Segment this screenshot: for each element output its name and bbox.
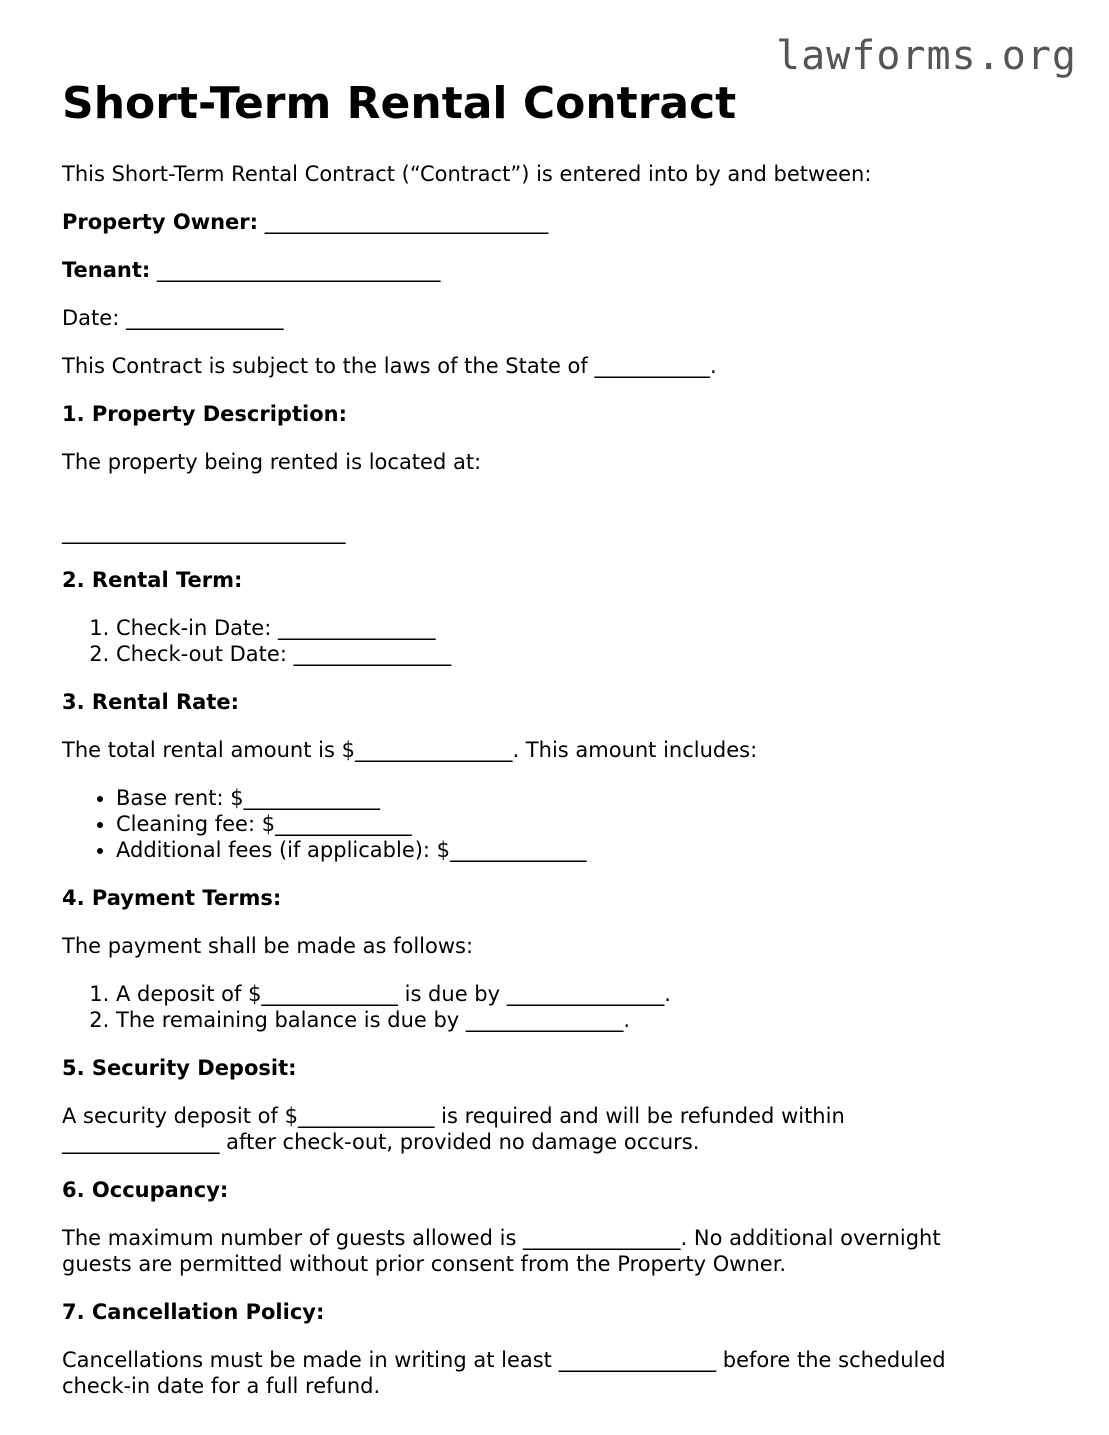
section-5-line-2: _______________ after check-out, provided no damage occurs.	[62, 1130, 700, 1155]
list-item: 1. Check-in Date: _______________	[116, 615, 1052, 641]
list-item: • Additional fees (if applicable): $_____________	[116, 837, 1052, 863]
section-2-heading: 2. Rental Term:	[62, 568, 243, 593]
section-6-line-2: guests are permitted without prior consent from the Property Owner.	[62, 1252, 787, 1277]
section-4-heading: 4. Payment Terms:	[62, 886, 282, 911]
tenant-line	[62, 257, 1052, 283]
section-6-line-1: The maximum number of guests allowed is _______________. No additional overnight	[62, 1226, 941, 1251]
section-6-heading: 6. Occupancy:	[62, 1178, 229, 1203]
list-item: 2. The remaining balance is due by _______________.	[116, 1007, 1052, 1033]
section-3-text: The total rental amount is $_______________. This amount includes:	[62, 738, 758, 763]
property-owner-blank: ___________________________	[258, 210, 549, 235]
section-3-heading: 3. Rental Rate:	[62, 690, 240, 715]
section-7-line-2: check-in date for a full refund.	[62, 1374, 381, 1399]
property-owner-line	[62, 209, 1052, 235]
document-page	[62, 80, 1052, 1399]
tenant-blank: ___________________________	[150, 258, 441, 283]
section-5-line-1: A security deposit of $_____________ is required and will be refunded within	[62, 1104, 845, 1129]
list-item: • Cleaning fee: $_____________	[116, 811, 1052, 837]
rental-rate-list	[62, 785, 1052, 863]
list-item: 2. Check-out Date: _______________	[116, 641, 1052, 667]
property-owner-label: Property Owner:	[62, 210, 259, 235]
list-item: 1. A deposit of $_____________ is due by _______________.	[116, 981, 1052, 1007]
property-address-blank: ___________________________	[62, 520, 346, 545]
section-4-text: The payment shall be made as follows:	[62, 934, 474, 959]
rental-term-list	[62, 615, 1052, 667]
section-7-line-1: Cancellations must be made in writing at least _______________ before the scheduled	[62, 1348, 946, 1373]
section-1-heading: 1. Property Description:	[62, 402, 347, 427]
tenant-label: Tenant:	[62, 258, 151, 283]
date-line: Date: _______________	[62, 306, 284, 331]
intro-paragraph: This Short-Term Rental Contract (“Contract”) is entered into by and between:	[62, 162, 872, 187]
list-item: • Base rent: $_____________	[116, 785, 1052, 811]
watermark-logo: lawforms.org	[776, 33, 1077, 79]
section-1-text: The property being rented is located at:	[62, 450, 482, 475]
payment-terms-list	[62, 981, 1052, 1033]
document-title: Short-Term Rental Contract	[62, 78, 737, 129]
section-5-heading: 5. Security Deposit:	[62, 1056, 297, 1081]
governing-law-line: This Contract is subject to the laws of the State of ___________.	[62, 354, 717, 379]
section-7-heading: 7. Cancellation Policy:	[62, 1300, 325, 1325]
